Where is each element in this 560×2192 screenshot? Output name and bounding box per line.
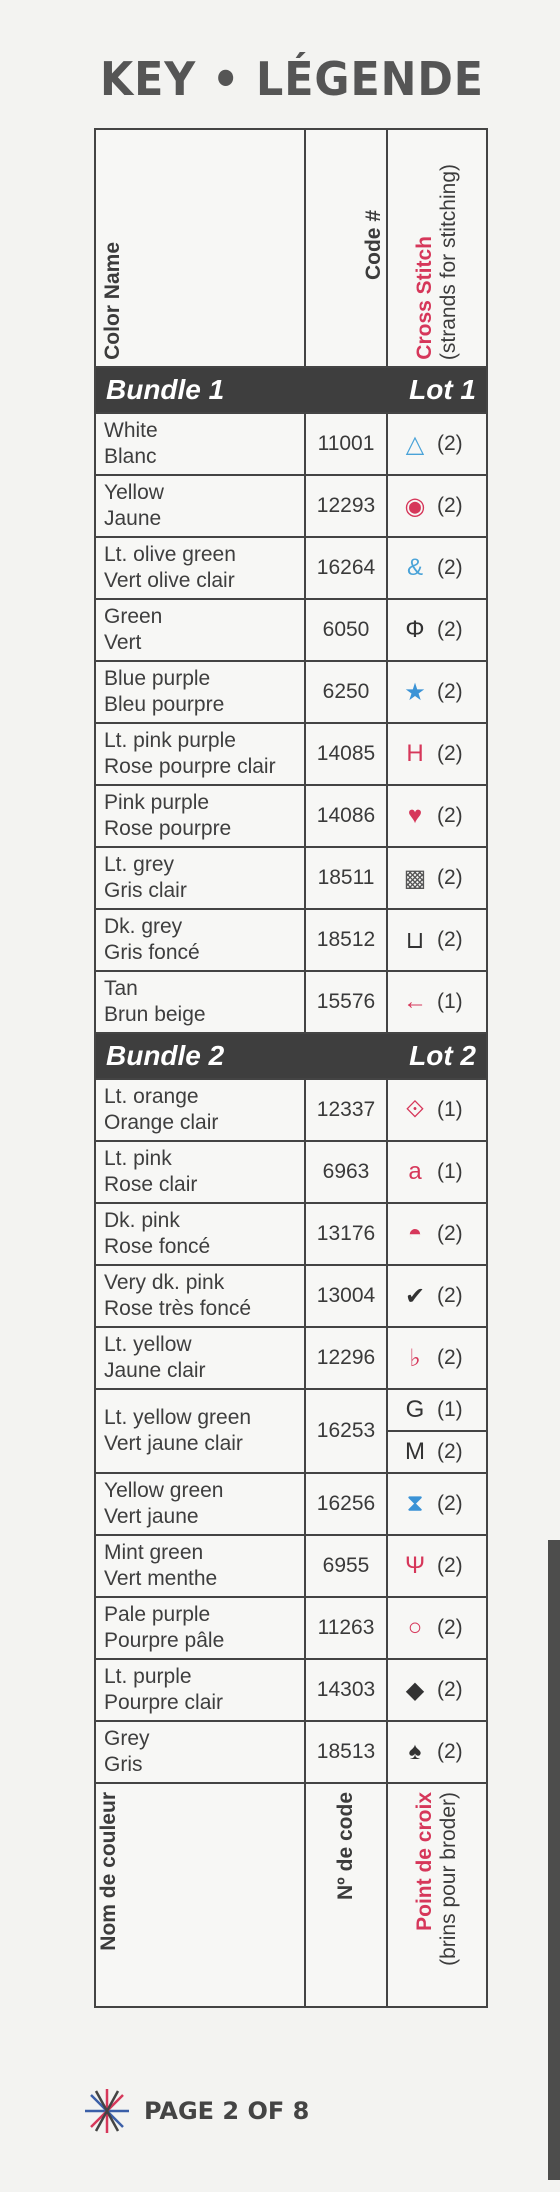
stitch-cell bbox=[388, 786, 486, 846]
page-title: KEY • LÉGENDE bbox=[100, 52, 484, 106]
stitch-cell bbox=[388, 1080, 486, 1140]
color-code: 16253 bbox=[306, 1390, 388, 1472]
strand-count: (2) bbox=[437, 742, 463, 765]
stitch-cell bbox=[388, 1204, 486, 1264]
table-row bbox=[96, 476, 486, 538]
bullseye-icon: ◉ bbox=[404, 492, 426, 520]
color-name-french: Gris foncé bbox=[104, 941, 200, 964]
color-name-english: Dk. grey bbox=[104, 915, 183, 938]
checker-icon: ▩ bbox=[403, 864, 427, 892]
color-name-english: Lt. purple bbox=[104, 1665, 192, 1688]
color-code: 12296 bbox=[306, 1328, 388, 1388]
color-name-english: Mint green bbox=[104, 1541, 204, 1564]
table-row bbox=[96, 724, 486, 786]
color-code: 18512 bbox=[306, 910, 388, 970]
color-name-french: Jaune bbox=[104, 507, 162, 530]
strand-count: (1) bbox=[437, 1098, 463, 1121]
diamond-icon: ◆ bbox=[405, 1676, 425, 1704]
color-name-cell bbox=[96, 1474, 306, 1534]
color-name-english: Lt. yellow bbox=[104, 1333, 192, 1356]
strand-count: (2) bbox=[437, 1740, 463, 1763]
color-name-cell bbox=[96, 476, 306, 536]
letter-m-icon: M bbox=[405, 1438, 425, 1465]
strand-count: (2) bbox=[437, 1222, 463, 1245]
stitch-cell bbox=[388, 1266, 486, 1326]
table-row bbox=[96, 848, 486, 910]
color-code: 14303 bbox=[306, 1660, 388, 1720]
stitch-cell bbox=[388, 538, 486, 598]
color-code: 18513 bbox=[306, 1722, 388, 1782]
stitch-cell bbox=[388, 1660, 486, 1720]
ampersand-icon: & bbox=[406, 554, 423, 581]
table-row bbox=[96, 1536, 486, 1598]
color-name-french: Pourpre clair bbox=[104, 1691, 224, 1714]
bundle-lot: Lot 1 bbox=[409, 374, 476, 405]
star-icon: ★ bbox=[404, 678, 426, 706]
bundle-header bbox=[96, 1034, 486, 1080]
strand-count: (2) bbox=[437, 1554, 463, 1577]
color-code: 11263 bbox=[306, 1598, 388, 1658]
table-row bbox=[96, 1474, 486, 1536]
color-name-french: Rose pourpre clair bbox=[104, 755, 276, 778]
header-cross-stitch: Cross Stitch bbox=[413, 236, 436, 360]
table-row bbox=[96, 1328, 486, 1390]
stitch-cell bbox=[388, 1142, 486, 1202]
edge-decoration bbox=[548, 1540, 560, 2180]
color-name-english: Lt. yellow green bbox=[104, 1406, 252, 1429]
half-circle-icon: ◓ bbox=[407, 1220, 423, 1247]
footer-strands: (brins pour broder) bbox=[437, 1792, 460, 1966]
color-name-french: Gris bbox=[104, 1753, 143, 1776]
color-name-english: Lt. olive green bbox=[104, 543, 236, 566]
stitch-cell bbox=[388, 1598, 486, 1658]
color-name-cell bbox=[96, 848, 306, 908]
strand-count: (2) bbox=[437, 1616, 463, 1639]
strand-count: (2) bbox=[437, 1440, 463, 1463]
table-row bbox=[96, 786, 486, 848]
color-name-french: Brun beige bbox=[104, 1003, 206, 1026]
color-name-cell bbox=[96, 414, 306, 474]
color-name-cell bbox=[96, 786, 306, 846]
color-name-english: Tan bbox=[104, 977, 138, 1000]
bundle-header bbox=[96, 368, 486, 414]
strand-count: (1) bbox=[437, 1398, 463, 1421]
strand-count: (2) bbox=[437, 1492, 463, 1515]
table-row bbox=[96, 1080, 486, 1142]
color-code: 11001 bbox=[306, 414, 388, 474]
color-name-cell bbox=[96, 1266, 306, 1326]
strand-count: (2) bbox=[437, 432, 463, 455]
color-name-french: Rose foncé bbox=[104, 1235, 211, 1258]
color-code: 14086 bbox=[306, 786, 388, 846]
color-code: 12293 bbox=[306, 476, 388, 536]
table-row bbox=[96, 1598, 486, 1660]
color-code: 12337 bbox=[306, 1080, 388, 1140]
header-code: Code # bbox=[362, 209, 385, 280]
stitch-cell bbox=[388, 910, 486, 970]
color-name-cell bbox=[96, 662, 306, 722]
color-code: 6250 bbox=[306, 662, 388, 722]
stitch-cell bbox=[388, 848, 486, 908]
color-name-english: Green bbox=[104, 605, 163, 628]
color-code: 6955 bbox=[306, 1536, 388, 1596]
strand-count: (2) bbox=[437, 680, 463, 703]
color-name-french: Vert menthe bbox=[104, 1567, 218, 1590]
table-row bbox=[96, 538, 486, 600]
strand-count: (2) bbox=[437, 928, 463, 951]
stitch-cell bbox=[388, 414, 486, 474]
color-name-english: Lt. pink bbox=[104, 1147, 172, 1170]
color-name-french: Pourpre pâle bbox=[104, 1629, 225, 1652]
color-name-french: Vert jaune bbox=[104, 1505, 199, 1528]
color-name-cell bbox=[96, 1142, 306, 1202]
arrow-left-icon: ← bbox=[403, 988, 427, 1015]
color-name-cell bbox=[96, 1598, 306, 1658]
ring-icon: ○ bbox=[407, 1614, 423, 1641]
color-name-english: Pale purple bbox=[104, 1603, 211, 1626]
table-row bbox=[96, 972, 486, 1034]
table-row bbox=[96, 1204, 486, 1266]
table-row bbox=[96, 662, 486, 724]
check-icon: ✔ bbox=[404, 1282, 426, 1310]
strand-count: (1) bbox=[437, 1160, 463, 1183]
color-code: 6050 bbox=[306, 600, 388, 660]
color-name-english: White bbox=[104, 419, 158, 442]
color-name-cell bbox=[96, 1390, 306, 1472]
footer-color-name: Nom de couleur bbox=[97, 1792, 120, 1951]
table-row bbox=[96, 1722, 486, 1784]
page-footer bbox=[82, 2086, 309, 2136]
strand-count: (2) bbox=[437, 1678, 463, 1701]
color-name-english: Dk. pink bbox=[104, 1209, 180, 1232]
stitch-cell bbox=[388, 600, 486, 660]
phi-icon: Φ bbox=[405, 616, 425, 643]
color-name-english: Blue purple bbox=[104, 667, 211, 690]
strand-count: (2) bbox=[437, 618, 463, 641]
table-footer bbox=[96, 1784, 486, 2008]
letter-a-icon: a bbox=[408, 1158, 422, 1185]
color-name-cell bbox=[96, 538, 306, 598]
key-table bbox=[94, 128, 488, 2008]
color-code: 14085 bbox=[306, 724, 388, 784]
psi-icon: Ψ bbox=[404, 1552, 426, 1579]
stitch-cell bbox=[388, 1536, 486, 1596]
stitch-cell bbox=[388, 1722, 486, 1782]
heart-icon: ♥ bbox=[407, 802, 423, 829]
bundle-name: Bundle 2 bbox=[106, 1040, 225, 1071]
strand-count: (1) bbox=[437, 990, 463, 1013]
strand-count: (2) bbox=[437, 1284, 463, 1307]
color-name-french: Blanc bbox=[104, 445, 157, 468]
color-name-cell bbox=[96, 1536, 306, 1596]
strand-count: (2) bbox=[437, 804, 463, 827]
table-row bbox=[96, 1390, 486, 1474]
footer-cross-stitch: Point de croix bbox=[413, 1792, 436, 1931]
letter-h-icon: H bbox=[406, 740, 424, 767]
stitch-cell bbox=[388, 724, 486, 784]
color-name-french: Jaune clair bbox=[104, 1359, 206, 1382]
flat-icon: ♭ bbox=[409, 1344, 421, 1372]
header-color-name: Color Name bbox=[101, 242, 124, 360]
table-row bbox=[96, 1142, 486, 1204]
color-code: 15576 bbox=[306, 972, 388, 1032]
bundle-name: Bundle 1 bbox=[106, 374, 225, 405]
color-code: 13176 bbox=[306, 1204, 388, 1264]
color-name-english: Grey bbox=[104, 1727, 150, 1750]
color-code: 16256 bbox=[306, 1474, 388, 1534]
color-name-english: Yellow bbox=[104, 481, 164, 504]
u-shape-icon: ⊔ bbox=[405, 926, 425, 954]
stitch-cell bbox=[388, 662, 486, 722]
color-name-french: Rose pourpre bbox=[104, 817, 232, 840]
color-code: 16264 bbox=[306, 538, 388, 598]
color-name-cell bbox=[96, 1328, 306, 1388]
strand-count: (2) bbox=[437, 494, 463, 517]
stitch-cell bbox=[388, 1390, 486, 1472]
color-name-french: Vert jaune clair bbox=[104, 1432, 243, 1455]
stitch-cell bbox=[388, 1474, 486, 1534]
color-name-french: Bleu pourpre bbox=[104, 693, 225, 716]
color-name-french: Vert bbox=[104, 631, 142, 654]
color-name-cell bbox=[96, 724, 306, 784]
strand-count: (2) bbox=[437, 1346, 463, 1369]
stitch-cell bbox=[388, 476, 486, 536]
color-name-english: Yellow green bbox=[104, 1479, 224, 1502]
color-code: 6963 bbox=[306, 1142, 388, 1202]
table-row bbox=[96, 1660, 486, 1722]
color-name-french: Rose clair bbox=[104, 1173, 198, 1196]
color-name-cell bbox=[96, 1080, 306, 1140]
strand-count: (2) bbox=[437, 556, 463, 579]
color-name-english: Lt. grey bbox=[104, 853, 175, 876]
stitch-cell bbox=[388, 972, 486, 1032]
color-name-french: Vert olive clair bbox=[104, 569, 235, 592]
color-name-cell bbox=[96, 910, 306, 970]
strand-count: (2) bbox=[437, 866, 463, 889]
hourglass-icon: ⧗ bbox=[406, 1490, 424, 1517]
color-name-cell bbox=[96, 600, 306, 660]
color-name-cell bbox=[96, 1204, 306, 1264]
color-name-english: Very dk. pink bbox=[104, 1271, 225, 1294]
footer-code: Nº de code bbox=[334, 1792, 357, 1901]
table-header bbox=[96, 130, 486, 368]
table-row bbox=[96, 414, 486, 476]
color-name-french: Orange clair bbox=[104, 1111, 219, 1134]
color-name-cell bbox=[96, 1722, 306, 1782]
color-name-english: Lt. orange bbox=[104, 1085, 199, 1108]
starburst-logo-icon bbox=[82, 2086, 132, 2136]
letter-g-icon: G bbox=[405, 1396, 425, 1423]
color-code: 18511 bbox=[306, 848, 388, 908]
table-row bbox=[96, 600, 486, 662]
page-number: PAGE 2 OF 8 bbox=[144, 2097, 310, 2125]
color-name-cell bbox=[96, 972, 306, 1032]
color-name-french: Rose très foncé bbox=[104, 1297, 252, 1320]
table-row bbox=[96, 1266, 486, 1328]
color-name-english: Pink purple bbox=[104, 791, 210, 814]
stitch-cell bbox=[388, 1328, 486, 1388]
triangle-outline-icon: △ bbox=[405, 430, 425, 458]
diamond-cross-icon: ⟐ bbox=[405, 1096, 425, 1123]
color-code: 13004 bbox=[306, 1266, 388, 1326]
color-name-french: Gris clair bbox=[104, 879, 187, 902]
table-body bbox=[96, 368, 486, 1784]
color-name-cell bbox=[96, 1660, 306, 1720]
table-row bbox=[96, 910, 486, 972]
header-strands: (strands for stitching) bbox=[437, 163, 460, 360]
color-name-english: Lt. pink purple bbox=[104, 729, 236, 752]
spade-icon: ♠ bbox=[408, 1738, 422, 1765]
bundle-lot: Lot 2 bbox=[409, 1040, 476, 1071]
